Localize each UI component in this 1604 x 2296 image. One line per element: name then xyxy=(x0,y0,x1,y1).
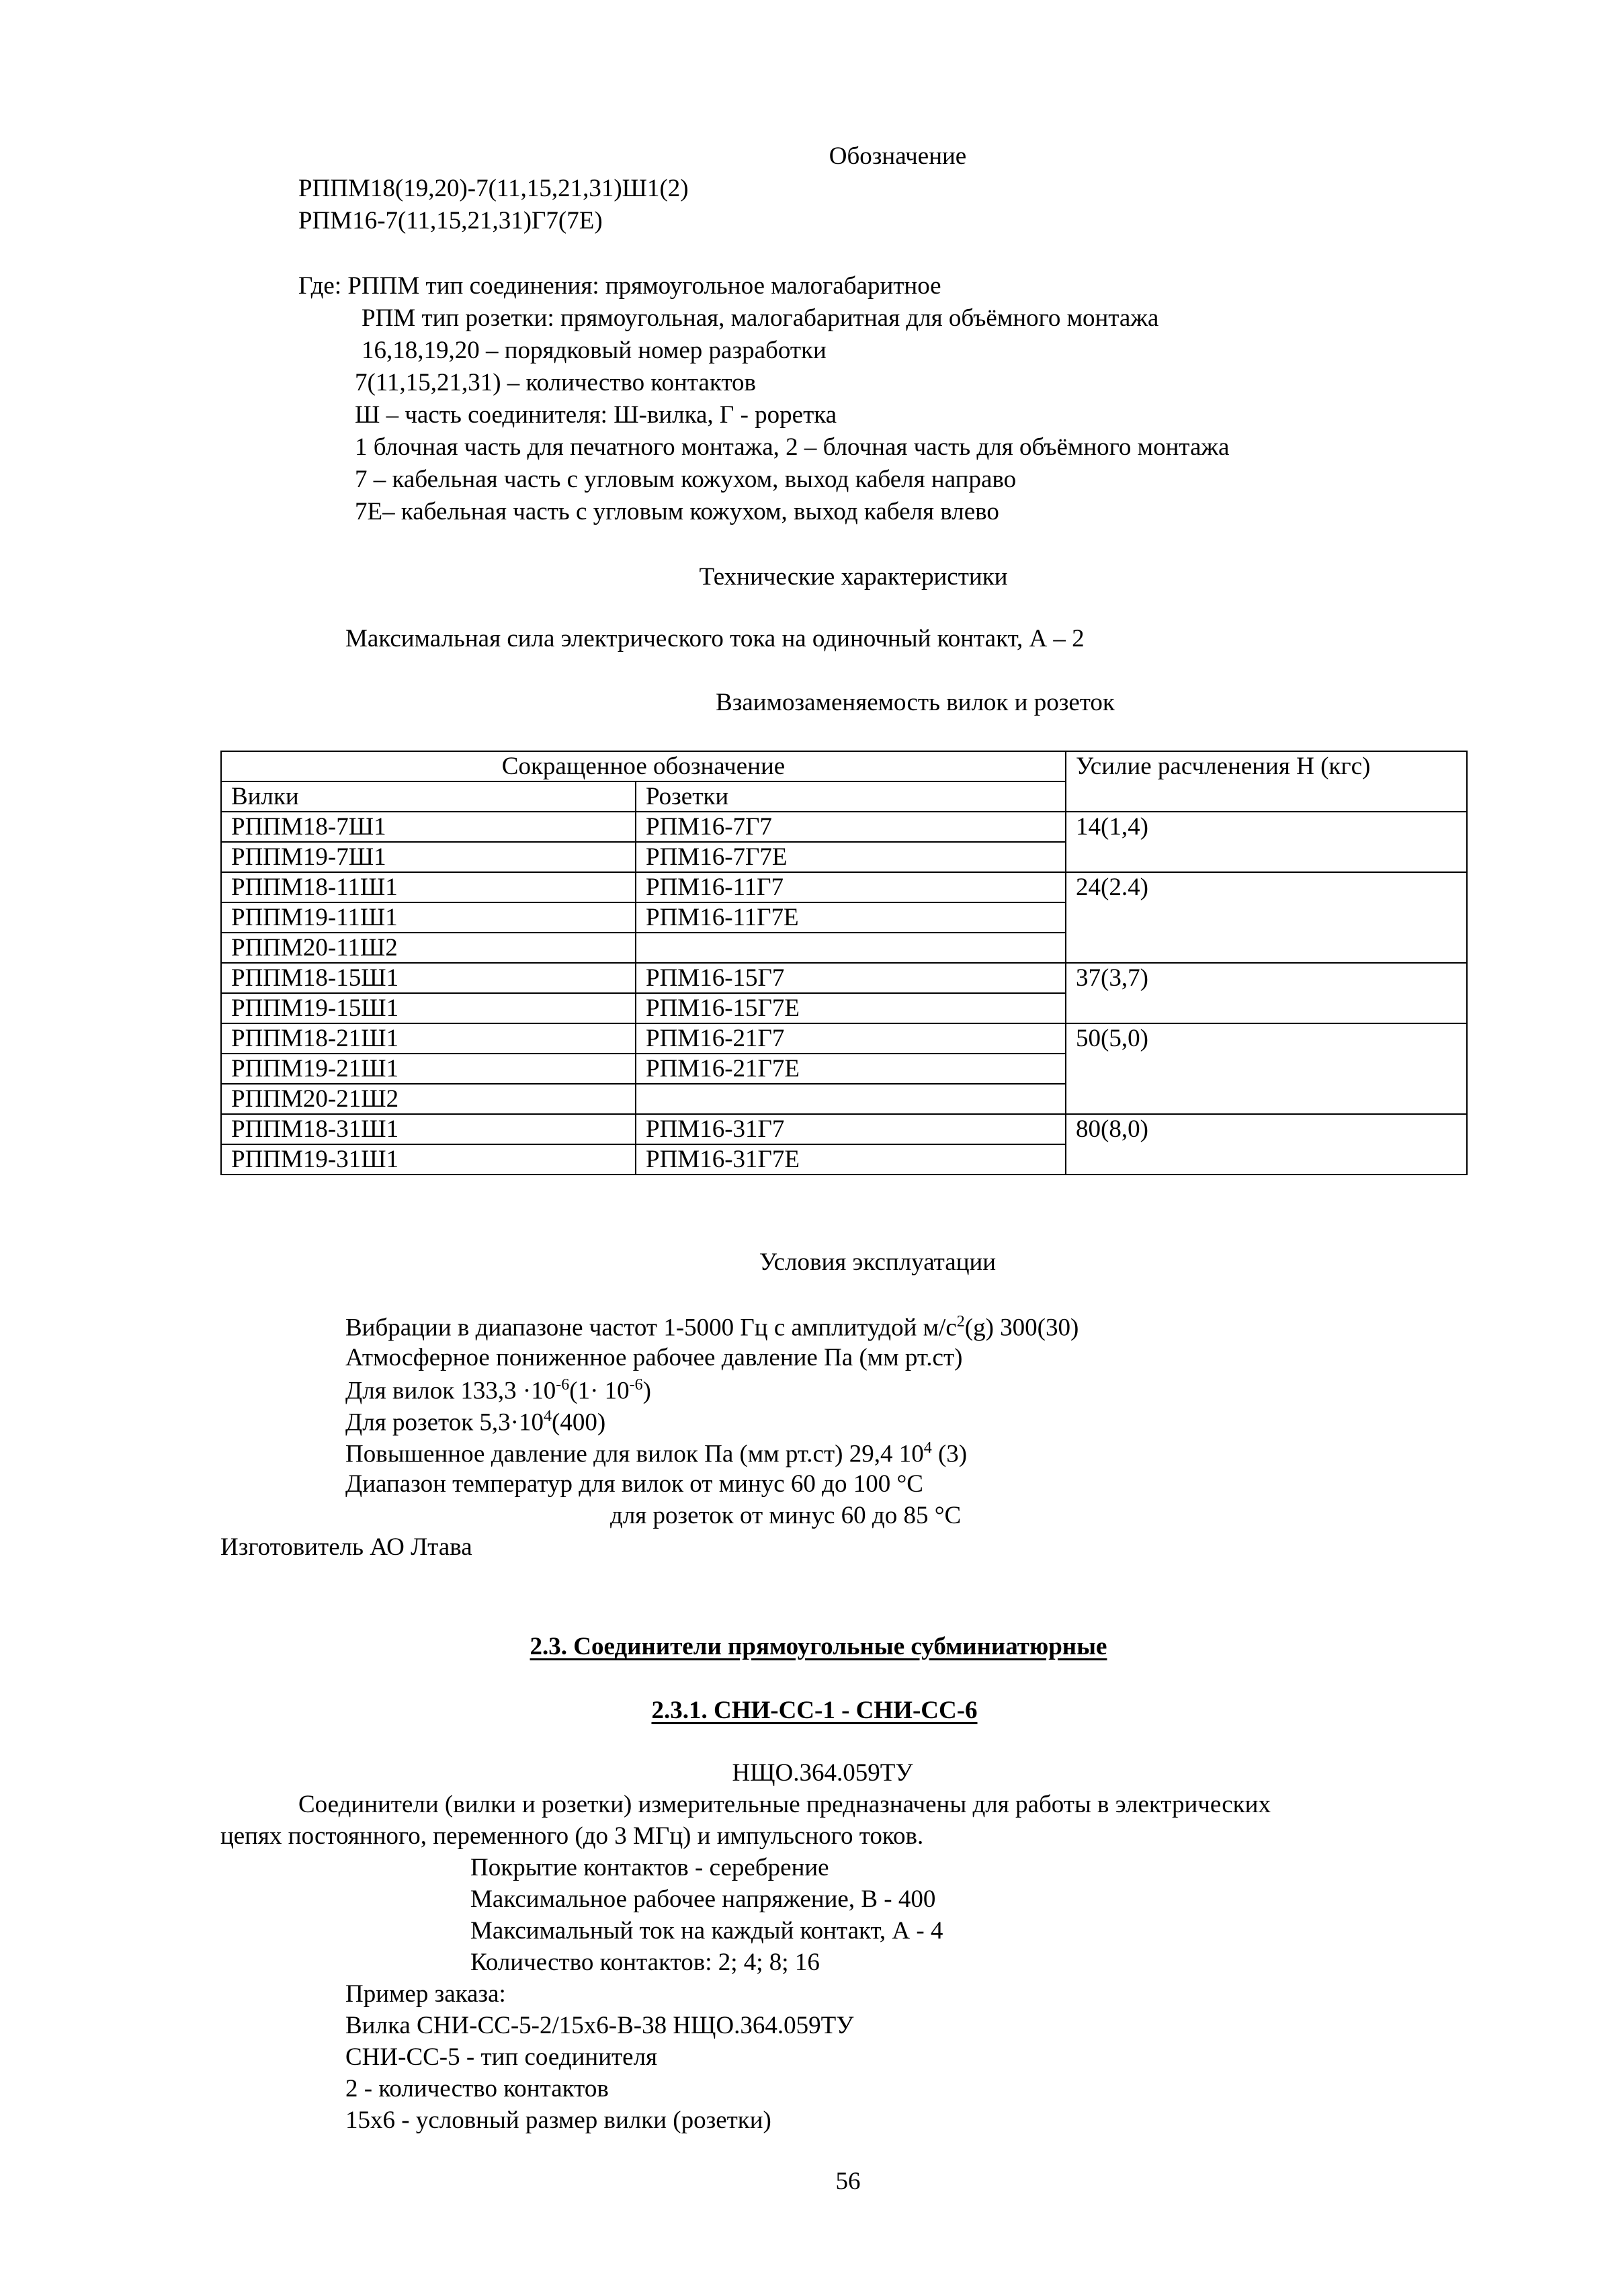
spec-code: НЩО.364.059ТУ xyxy=(732,1759,913,1787)
feature-line: Покрытие контактов - серебрение xyxy=(470,1854,829,1881)
table-row xyxy=(221,1114,1467,1144)
plug-cell: РППМ20-11Ш2 xyxy=(221,933,636,963)
plug-cell: РППМ19-31Ш1 xyxy=(221,1144,636,1175)
manufacturer-text: Изготовитель АО Лтава xyxy=(220,1533,472,1561)
socket-cell: РПМ16-31Г7 xyxy=(636,1114,1066,1144)
socket-cell: РПМ16-11Г7 xyxy=(636,872,1066,902)
header-short-designation: Сокращенное обозначение xyxy=(221,751,1066,781)
plug-cell: РППМ18-31Ш1 xyxy=(221,1114,636,1144)
compatibility-table xyxy=(220,751,1468,1175)
sockets-pressure-text xyxy=(345,1408,605,1435)
plug-cell: РППМ19-7Ш1 xyxy=(221,842,636,872)
legend-line: Где: РППМ тип соединения: прямоугольное малогабаритное xyxy=(298,272,941,300)
plugs-sup1: -6 xyxy=(556,1376,570,1394)
section-title: 2.3. Соединители прямоугольные субминиатюрные xyxy=(530,1633,1107,1660)
legend-line: 1 блочная часть для печатного монтажа, 2 – блочная часть для объёмного монтажа xyxy=(355,433,1230,461)
sockets-sup: 4 xyxy=(544,1408,552,1425)
page-number: 56 xyxy=(835,2168,861,2195)
force-cell: 14(1,4) xyxy=(1066,812,1467,872)
feature-line: Максимальное рабочее напряжение, В - 400 xyxy=(470,1885,936,1913)
pressure-low-text: Атмосферное пониженное рабочее давление Па (мм рт.ст) xyxy=(345,1344,963,1371)
designation-line-1: РППМ18(19,20)-7(11,15,21,31)Ш1(2) xyxy=(298,175,689,202)
header-sockets: Розетки xyxy=(636,781,1066,812)
socket-cell: РПМ16-11Г7Е xyxy=(636,902,1066,933)
pressure-high-text xyxy=(345,1440,967,1466)
intro-line-1: Соединители (вилки и розетки) измерительные предназначены для работы в электрических xyxy=(298,1791,1271,1818)
temp-plugs-text: Диапазон температур для вилок от минус 60 до 100 °С xyxy=(345,1470,923,1498)
designation-line-2: РПМ16-7(11,15,21,31)Г7(7Е) xyxy=(298,207,603,235)
socket-cell: РПМ16-21Г7Е xyxy=(636,1054,1066,1084)
intro-line-2: цепях постоянного, переменного (до 3 МГц) и импульсного токов. xyxy=(220,1822,924,1850)
force-cell: 24(2.4) xyxy=(1066,872,1467,963)
temp-sockets-text: для розеток от минус 60 до 85 °С xyxy=(610,1502,962,1529)
force-cell: 80(8,0) xyxy=(1066,1114,1467,1175)
plug-cell: РППМ18-7Ш1 xyxy=(221,812,636,842)
designation-heading: Обозначение xyxy=(829,142,967,170)
plug-cell: РППМ19-11Ш1 xyxy=(221,902,636,933)
conditions-heading: Условия эксплуатации xyxy=(759,1248,997,1276)
plug-cell: РППМ19-15Ш1 xyxy=(221,993,636,1023)
section-subtitle: 2.3.1. СНИ-СС-1 - СНИ-СС-6 xyxy=(651,1697,978,1724)
legend-line: Ш – часть соединителя: Ш-вилка, Г - роретка xyxy=(355,401,837,429)
plugs-mid: (1· 10 xyxy=(569,1377,630,1405)
order-line: 2 - количество контактов xyxy=(345,2075,609,2102)
feature-line: Максимальный ток на каждый контакт, А - 4 xyxy=(470,1917,943,1945)
vibration-pre: Вибрации в диапазоне частот 1-5000 Гц с амплитудой м/с xyxy=(345,1314,957,1342)
pressure-high-pre: Повышенное давление для вилок Па (мм рт.ст) 29,4 10 xyxy=(345,1440,924,1468)
vibration-sup: 2 xyxy=(956,1313,965,1330)
max-current-text: Максимальная сила электрического тока на одиночный контакт, А – 2 xyxy=(345,625,1085,652)
tech-heading: Технические характеристики xyxy=(699,563,1008,591)
order-line: Вилка СНИ-СС-5-2/15х6-В-38 НЩО.364.059ТУ xyxy=(345,2012,854,2039)
socket-cell: РПМ16-21Г7 xyxy=(636,1023,1066,1054)
plugs-post: ) xyxy=(642,1377,651,1405)
force-cell: 37(3,7) xyxy=(1066,963,1467,1023)
pressure-high-post: (3) xyxy=(931,1440,968,1468)
table-title: Взаимозаменяемость вилок и розеток xyxy=(716,689,1115,716)
plug-cell: РППМ18-15Ш1 xyxy=(221,963,636,993)
plug-cell: РППМ20-21Ш2 xyxy=(221,1084,636,1114)
legend-line: РПМ тип розетки: прямоугольная, малогабаритная для объёмного монтажа xyxy=(362,304,1159,332)
header-force: Усилие расчленения Н (кгс) xyxy=(1066,751,1467,812)
plugs-sup2: -6 xyxy=(629,1376,643,1394)
header-plugs: Вилки xyxy=(221,781,636,812)
plug-cell: РППМ18-11Ш1 xyxy=(221,872,636,902)
plug-cell: РППМ18-21Ш1 xyxy=(221,1023,636,1054)
vibration-post: (g) 300(30) xyxy=(964,1314,1079,1342)
socket-cell: РПМ16-15Г7 xyxy=(636,963,1066,993)
vibration-text xyxy=(345,1314,1079,1340)
socket-cell: РПМ16-7Г7Е xyxy=(636,842,1066,872)
plug-cell: РППМ19-21Ш1 xyxy=(221,1054,636,1084)
legend-line: 7Е– кабельная часть с угловым кожухом, выход кабеля влево xyxy=(355,498,999,525)
order-heading: Пример заказа: xyxy=(345,1980,506,2008)
socket-cell xyxy=(636,933,1066,963)
feature-line: Количество контактов: 2; 4; 8; 16 xyxy=(470,1949,820,1976)
order-line: 15х6 - условный размер вилки (розетки) xyxy=(345,2107,771,2134)
force-cell: 50(5,0) xyxy=(1066,1023,1467,1114)
sockets-pre: Для розеток 5,3·10 xyxy=(345,1408,544,1437)
table-row xyxy=(221,1023,1467,1054)
sockets-post: (400) xyxy=(552,1408,606,1437)
socket-cell: РПМ16-7Г7 xyxy=(636,812,1066,842)
table-row xyxy=(221,812,1467,842)
plugs-pre: Для вилок 133,3 ·10 xyxy=(345,1377,556,1405)
pressure-high-sup: 4 xyxy=(923,1439,932,1457)
socket-cell xyxy=(636,1084,1066,1114)
socket-cell: РПМ16-31Г7Е xyxy=(636,1144,1066,1175)
legend-line: 16,18,19,20 – порядковый номер разработки xyxy=(362,337,827,364)
order-line: СНИ-СС-5 - тип соединителя xyxy=(345,2043,658,2071)
plugs-pressure-text xyxy=(345,1377,651,1403)
table-row xyxy=(221,872,1467,902)
legend-line: 7 – кабельная часть с угловым кожухом, выход кабеля направо xyxy=(355,466,1017,493)
socket-cell: РПМ16-15Г7Е xyxy=(636,993,1066,1023)
legend-line: 7(11,15,21,31) – количество контактов xyxy=(355,369,756,396)
table-row xyxy=(221,963,1467,993)
